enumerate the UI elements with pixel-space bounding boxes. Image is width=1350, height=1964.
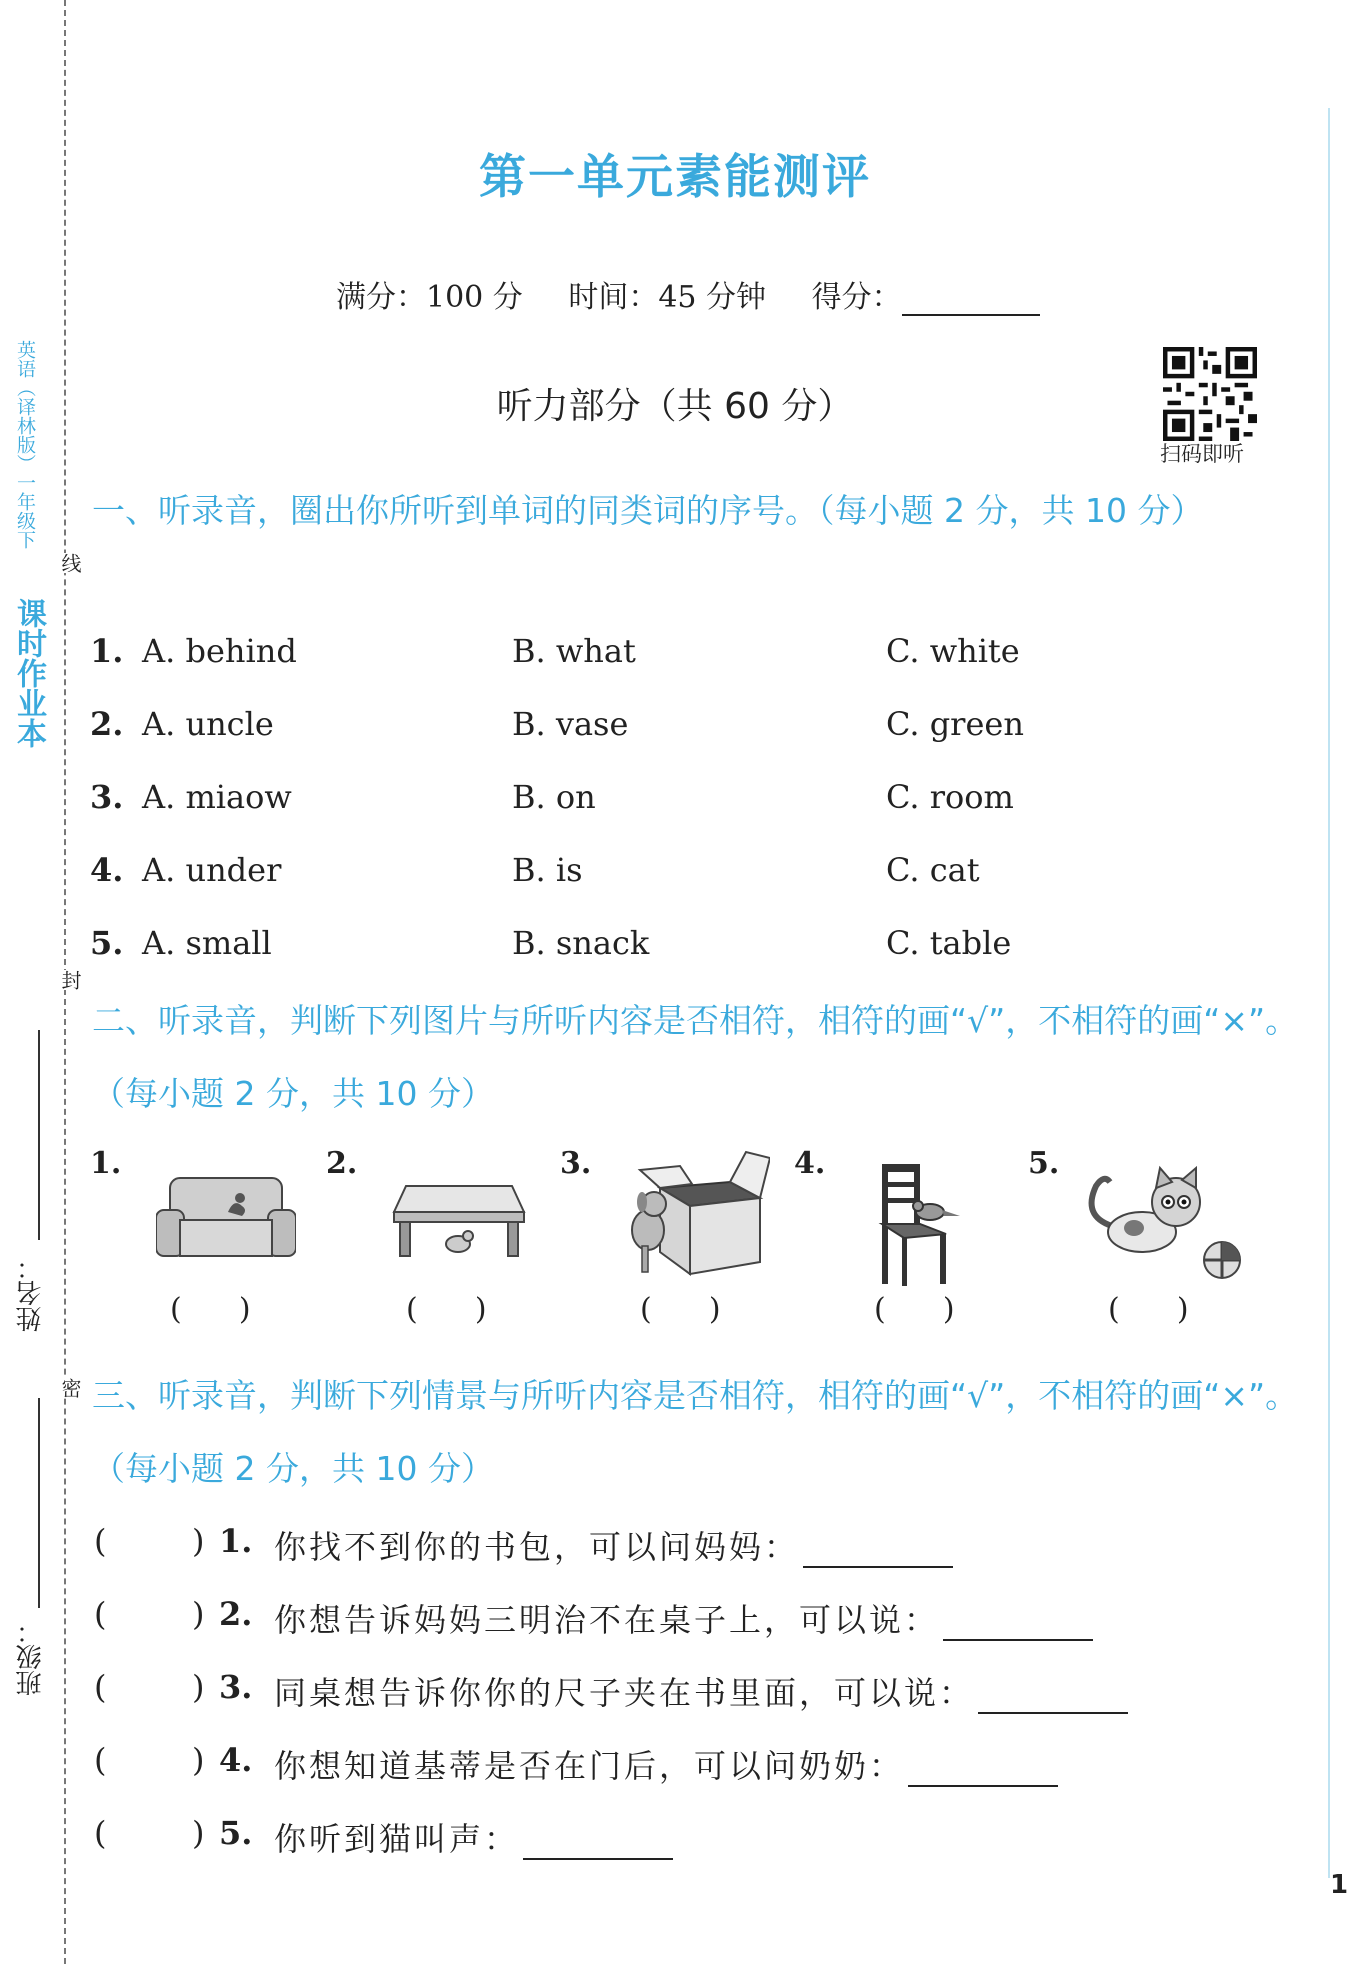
- name-field[interactable]: [38, 1030, 40, 1240]
- class-label: 班级：: [16, 1618, 46, 1696]
- answer-paren-close: ): [192, 1814, 205, 1852]
- binding-mark-seal: 封: [56, 970, 85, 990]
- option-b[interactable]: B. on: [512, 778, 596, 816]
- time-limit: 时间：45 分钟: [568, 280, 767, 315]
- option-b[interactable]: B. what: [512, 632, 636, 670]
- section2-title: 二、听录音，判断下列图片与所听内容是否相符，相符的画“√”，不相符的画“×”。（每小题 2 分，共 10 分）: [92, 1001, 1299, 1113]
- sofa-with-bird-icon: [156, 1170, 296, 1270]
- score-field[interactable]: [902, 286, 1040, 316]
- section3-title: 三、听录音，判断下列情景与所听内容是否相符，相符的画“√”，不相符的画“×”。（每小题 2 分，共 10 分）: [92, 1376, 1299, 1488]
- answer-paren-open[interactable]: (: [94, 1522, 107, 1560]
- right-margin-rule: [1328, 108, 1330, 1878]
- option-a[interactable]: A. under: [142, 851, 282, 889]
- qr-caption: 扫码即听: [1160, 442, 1244, 466]
- answer-parens[interactable]: ( ): [1108, 1292, 1189, 1327]
- option-a[interactable]: A. small: [142, 924, 272, 962]
- question-number: 4.: [219, 1741, 253, 1779]
- answer-paren-close: ): [192, 1595, 205, 1633]
- question-number: 3.: [90, 778, 124, 816]
- picture-number: 3.: [560, 1146, 592, 1181]
- picture-number: 4.: [794, 1146, 826, 1181]
- page-title: 第一单元素能测评: [479, 150, 871, 205]
- answer-parens[interactable]: ( ): [406, 1292, 487, 1327]
- answer-paren-close: ): [192, 1741, 205, 1779]
- picture-number: 2.: [326, 1146, 358, 1181]
- option-c[interactable]: C. room: [886, 778, 1014, 816]
- option-c[interactable]: C. white: [886, 632, 1020, 670]
- question-number: 2.: [90, 705, 124, 743]
- listening-heading: 听力部分（共 60 分）: [496, 386, 854, 427]
- question-number: 1.: [90, 632, 124, 670]
- option-c[interactable]: C. cat: [886, 851, 980, 889]
- question-number: 5.: [90, 924, 124, 962]
- chair-with-bird-icon: [874, 1160, 974, 1290]
- option-a[interactable]: A. uncle: [142, 705, 274, 743]
- section1-title: 一、听录音，圈出你所听到单词的同类词的序号。（每小题 2 分，共 10 分）: [92, 491, 1204, 530]
- scenario-text: 你想知道基蒂是否在门后，可以问奶奶：: [274, 1741, 1058, 1787]
- answer-paren-close: ): [192, 1668, 205, 1706]
- qr-code-icon[interactable]: [1163, 347, 1257, 441]
- series-label: 英语（译林版）一年级下: [14, 340, 36, 549]
- option-c[interactable]: C. table: [886, 924, 1012, 962]
- binding-mark-line: 线: [56, 553, 85, 573]
- answer-paren-open[interactable]: (: [94, 1668, 107, 1706]
- option-b[interactable]: B. snack: [512, 924, 650, 962]
- scenario-text: 你听到猫叫声：: [274, 1814, 673, 1860]
- picture-number: 5.: [1028, 1146, 1060, 1181]
- answer-paren-open[interactable]: (: [94, 1814, 107, 1852]
- full-score: 满分：100 分: [336, 280, 523, 315]
- scenario-text: 你想告诉妈妈三明治不在桌子上，可以说：: [274, 1595, 1093, 1641]
- answer-parens[interactable]: ( ): [170, 1292, 251, 1327]
- brand-label: 课时作业本: [11, 598, 46, 748]
- answer-parens[interactable]: ( ): [640, 1292, 721, 1327]
- option-a[interactable]: A. behind: [142, 632, 297, 670]
- picture-number: 1.: [90, 1146, 122, 1181]
- answer-blank[interactable]: [523, 1828, 673, 1860]
- binding-mark-secret: 密: [56, 1378, 85, 1398]
- cat-with-ball-icon: [1082, 1156, 1242, 1286]
- page-number: 1: [1330, 1870, 1349, 1900]
- scenario-text: 同桌想告诉你你的尺子夹在书里面，可以说：: [274, 1668, 1128, 1714]
- scenario-text: 你找不到你的书包，可以问妈妈：: [274, 1522, 953, 1568]
- option-b[interactable]: B. vase: [512, 705, 629, 743]
- dog-with-box-icon: [620, 1148, 770, 1278]
- answer-blank[interactable]: [943, 1609, 1093, 1641]
- name-label: 姓名：: [16, 1254, 46, 1332]
- question-number: 5.: [219, 1814, 253, 1852]
- answer-blank[interactable]: [978, 1682, 1128, 1714]
- answer-paren-open[interactable]: (: [94, 1595, 107, 1633]
- answer-parens[interactable]: ( ): [874, 1292, 955, 1327]
- question-number: 3.: [219, 1668, 253, 1706]
- table-with-bird-icon: [388, 1176, 528, 1276]
- answer-blank[interactable]: [908, 1755, 1058, 1787]
- option-a[interactable]: A. miaow: [142, 778, 292, 816]
- question-number: 2.: [219, 1595, 253, 1633]
- class-field[interactable]: [38, 1398, 40, 1608]
- answer-paren-close: ): [192, 1522, 205, 1560]
- question-number: 4.: [90, 851, 124, 889]
- score-label: 得分：: [811, 280, 902, 315]
- answer-paren-open[interactable]: (: [94, 1741, 107, 1779]
- exam-info: [336, 272, 1076, 316]
- question-number: 1.: [219, 1522, 253, 1560]
- option-b[interactable]: B. is: [512, 851, 583, 889]
- option-c[interactable]: C. green: [886, 705, 1024, 743]
- answer-blank[interactable]: [803, 1536, 953, 1568]
